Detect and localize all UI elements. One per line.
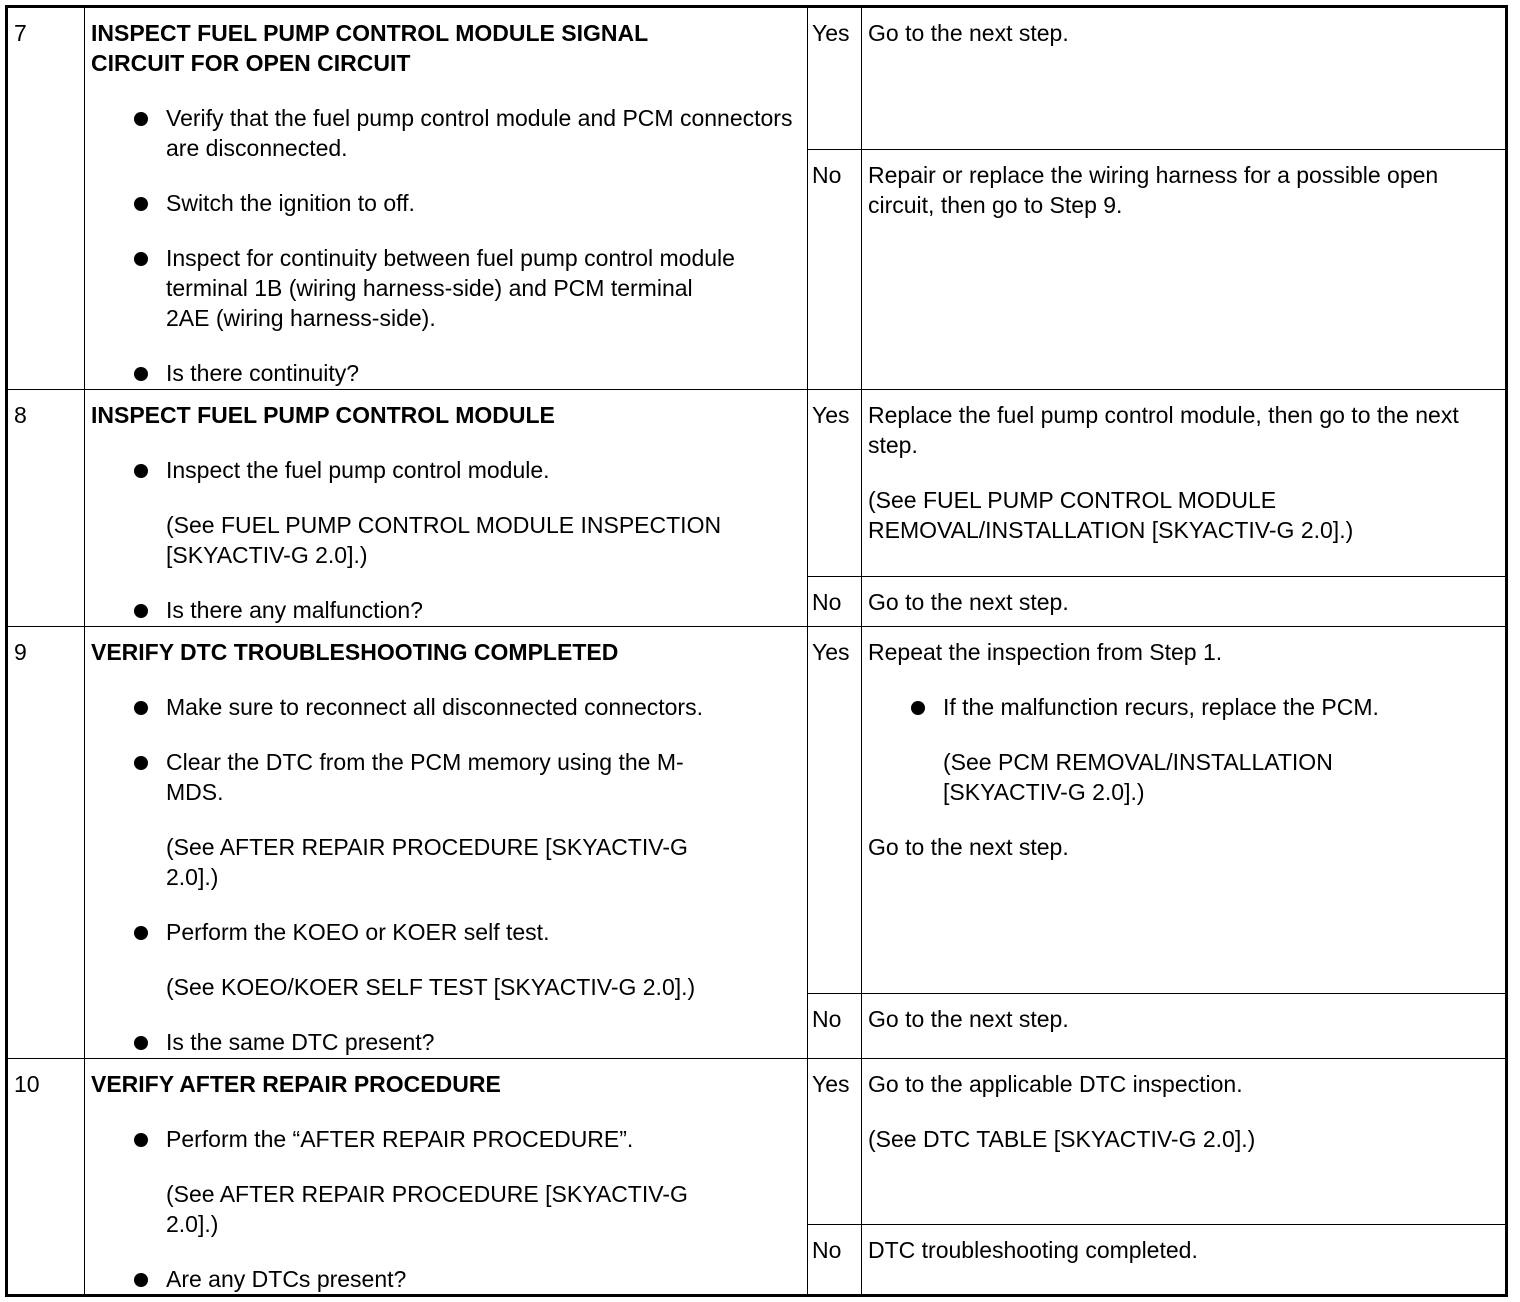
step-title: VERIFY AFTER REPAIR PROCEDURE [91, 1071, 501, 1097]
table-row-step-10 [8, 1059, 1505, 1294]
list-item: Make sure to reconnect all disconnected connectors. [91, 692, 807, 722]
step-number: 7 [8, 8, 85, 389]
table-row-step-8 [8, 390, 1505, 627]
list-item: Switch the ignition to off. [91, 188, 807, 218]
list-item: Are any DTCs present? [91, 1264, 807, 1294]
troubleshooting-table [5, 5, 1508, 1297]
yes-label: Yes [808, 390, 862, 576]
bullet-icon [134, 1133, 148, 1147]
step-number: 8 [8, 390, 85, 626]
no-result [808, 1224, 1505, 1294]
result-cell [808, 390, 1505, 626]
bullet-icon [134, 756, 148, 770]
table-row-step-7 [8, 8, 1505, 390]
action-cell [85, 390, 808, 626]
no-text: DTC troubleshooting completed. [868, 1237, 1198, 1263]
action-cell [85, 1059, 808, 1294]
bullet-icon [134, 367, 148, 381]
yes-text-block [862, 627, 1505, 862]
yes-reference: (See PCM REMOVAL/INSTALLATION [SKYACTIV-G 2.0].) [943, 749, 1333, 805]
no-text: Go to the next step. [868, 1006, 1069, 1032]
bullet-icon [134, 1273, 148, 1287]
reference-text: (See AFTER REPAIR PROCEDURE [SKYACTIV-G 2.0].) [166, 1181, 688, 1237]
list-item: Perform the “AFTER REPAIR PROCEDURE”. [91, 1124, 807, 1154]
bullet-icon [134, 604, 148, 618]
bullet-icon [134, 252, 148, 266]
no-result [808, 149, 1505, 389]
yes-text-next: Go to the next step. [868, 834, 1069, 860]
step-number: 9 [8, 627, 85, 1058]
yes-result [808, 390, 1505, 576]
bullet-icon [134, 464, 148, 478]
yes-result [808, 8, 1505, 149]
yes-text: Go to the applicable DTC inspection. [868, 1071, 1243, 1097]
list-item: If the malfunction recurs, replace the PCM. [868, 692, 1497, 722]
list-item: Verify that the fuel pump control module and PCM connectors are disconnected. [91, 103, 807, 163]
yes-text: Replace the fuel pump control module, then go to the next step. [868, 402, 1459, 458]
yes-text: Go to the next step. [868, 20, 1069, 46]
reference-text: (See AFTER REPAIR PROCEDURE [SKYACTIV-G 2.0].) [166, 834, 688, 890]
no-label: No [808, 150, 862, 389]
list-item: Clear the DTC from the PCM memory using the M-MDS. [91, 747, 726, 807]
bullet-icon [911, 701, 925, 715]
bullet-icon [134, 112, 148, 126]
reference-text: (See KOEO/KOER SELF TEST [SKYACTIV-G 2.0].) [166, 974, 696, 1000]
result-cell [808, 627, 1505, 1058]
bullet-icon [134, 701, 148, 715]
table-row-step-9 [8, 627, 1505, 1059]
yes-text: Repeat the inspection from Step 1. [868, 639, 1223, 665]
yes-text-block [862, 1059, 1505, 1154]
step-title: INSPECT FUEL PUMP CONTROL MODULE SIGNAL CIRCUIT FOR OPEN CIRCUIT [91, 20, 648, 76]
list-item: Inspect the fuel pump control module. [91, 455, 807, 485]
yes-result [808, 1059, 1505, 1224]
yes-label: Yes [808, 8, 862, 149]
step-number: 10 [8, 1059, 85, 1294]
no-label: No [808, 1225, 862, 1294]
list-item: Inspect for continuity between fuel pump control module terminal 1B (wiring harness-side) and PCM terminal 2AE (wiring harness-side). [91, 243, 741, 333]
no-result [808, 576, 1505, 626]
bullet-icon [134, 1036, 148, 1050]
yes-reference: (See FUEL PUMP CONTROL MODULE REMOVAL/INSTALLATION [SKYACTIV-G 2.0].) [868, 487, 1354, 543]
no-label: No [808, 577, 862, 626]
no-result [808, 993, 1505, 1058]
list-item: Perform the KOEO or KOER self test. [91, 917, 807, 947]
yes-reference: (See DTC TABLE [SKYACTIV-G 2.0].) [868, 1126, 1256, 1152]
yes-label: Yes [808, 627, 862, 993]
reference-text: (See FUEL PUMP CONTROL MODULE INSPECTION [SKYACTIV-G 2.0].) [166, 512, 722, 568]
step-title: INSPECT FUEL PUMP CONTROL MODULE [91, 402, 555, 428]
list-item: Is there continuity? [91, 358, 807, 388]
step-title: VERIFY DTC TROUBLESHOOTING COMPLETED [91, 639, 619, 665]
action-cell [85, 8, 808, 389]
list-item: Is the same DTC present? [91, 1027, 807, 1057]
list-item: Is there any malfunction? [91, 595, 807, 625]
no-text: Go to the next step. [868, 589, 1069, 615]
bullet-icon [134, 926, 148, 940]
action-cell [85, 627, 808, 1058]
yes-text-block [862, 390, 1505, 545]
result-cell [808, 1059, 1505, 1294]
yes-label: Yes [808, 1059, 862, 1224]
no-text: Repair or replace the wiring harness for a possible open circuit, then go to Step 9. [868, 162, 1439, 218]
bullet-icon [134, 197, 148, 211]
result-cell [808, 8, 1505, 389]
yes-result [808, 627, 1505, 993]
no-label: No [808, 994, 862, 1058]
